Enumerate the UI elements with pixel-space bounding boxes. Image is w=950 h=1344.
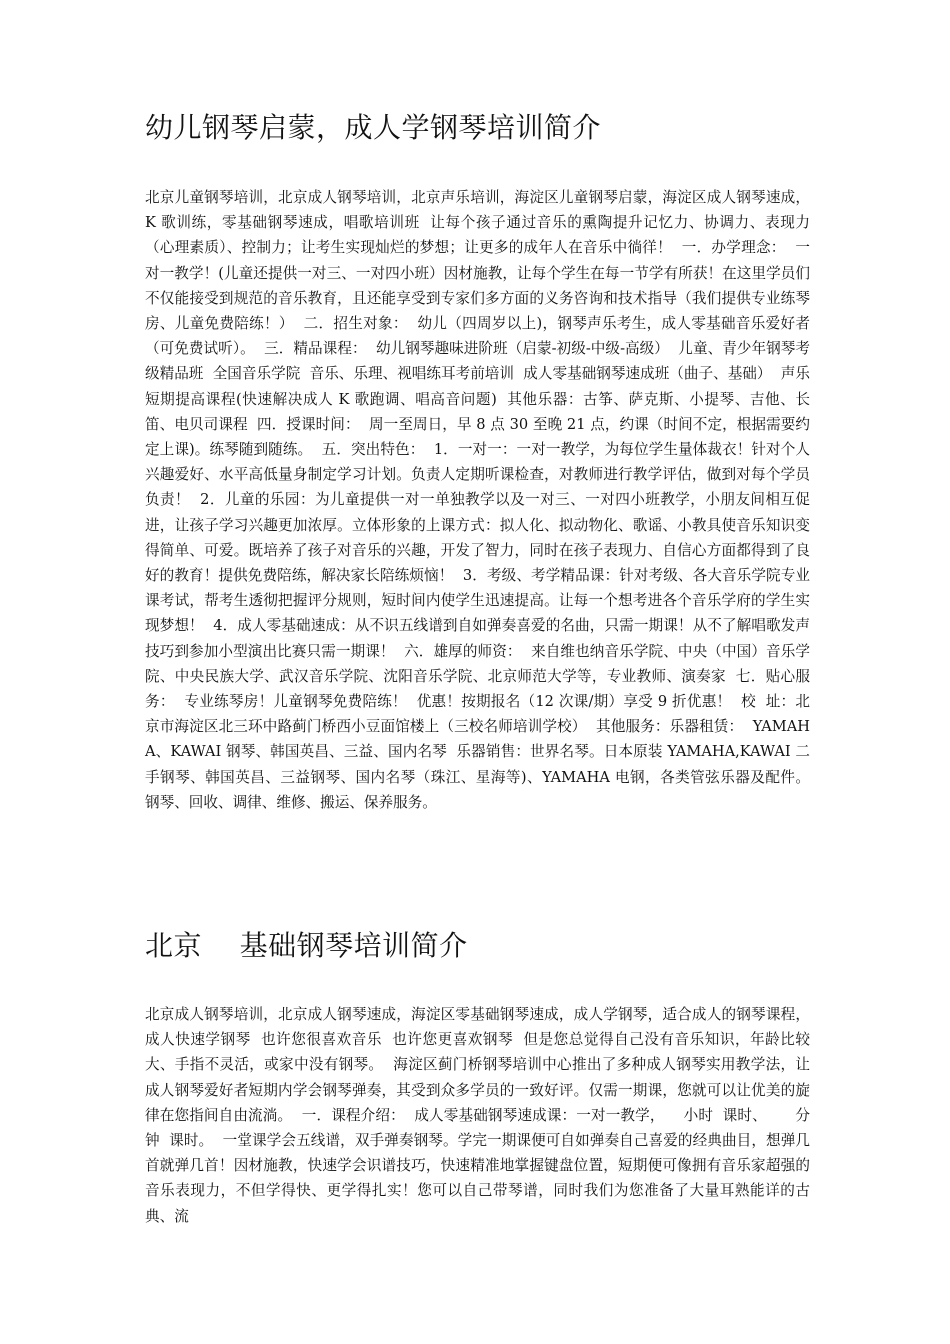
section-body-beijing-basic-piano: 北京成人钢琴培训，北京成人钢琴速成，海淀区零基础钢琴速成，成人学钢琴，适合成人的钢琴课程，成人快速学钢琴 也许您很喜欢音乐 也许您更喜欢钢琴 但是您总觉得自己没有音乐知识，年龄比较大、手指不灵活，或家中没有钢琴。 海淀区蓟门桥钢琴培训中心推出了多种成人钢琴实用教学法，让成人钢琴爱好者短期内学会钢琴弹奏，其受到众多学员的一致好评。仅需一期课，您就可以让优美的旋律在您指间自由流淌。 一．课程介绍： 成人零基础钢琴速成课：一对一教学， 小时 课时、 分钟 课时。 一堂课学会五线谱，双手弹奏钢琴。学完一期课便可自如弹奏自己喜爱的经典曲目，想弹几首就弹几首！因材施教，快速学会识谱技巧，快速精准地掌握键盘位置，短期便可像拥有音乐家超强的音乐表现力，不但学得快、更学得扎实！您可以自己带琴谱，同时我们为您准备了大量耳熟能详的古典、流 — [145, 1006, 810, 1225]
section-body-childrens-adult-piano: 北京儿童钢琴培训，北京成人钢琴培训，北京声乐培训，海淀区儿童钢琴启蒙，海淀区成人钢琴速成，K 歌训练，零基础钢琴速成，唱歌培训班 让每个孩子通过音乐的熏陶提升记忆力、协调力、表现力（心理素质）、控制力；让考生实现灿烂的梦想；让更多的成年人在音乐中徜徉！ 一．办学理念： 一对一教学！(儿童还提供一对三、一对四小班）因材施教，让每个学生在每一节学有所获！在这里学员们不仅能接受到规范的音乐教育，且还能享受到专家们多方面的义务咨询和技术指导（我们提供专业练琴房、儿童免费陪练！） 二．招生对象： 幼儿（四周岁以上)，钢琴声乐考生，成人零基础音乐爱好者（可免费试听）。 三．精品课程： 幼儿钢琴趣味进阶班（启蒙-初级-中级-高级） 儿童、青少年钢琴考级精品班 全国音乐学院 音乐、乐理、视唱练耳考前培训 成人零基础钢琴速成班（曲子、基础） 声乐短期提高课程(快速解决成人 K 歌跑调、唱高音问题) 其他乐器：古筝、萨克斯、小提琴、吉他、长笛、电贝司课程 四．授课时间： 周一至周日，早 8 点 30 至晚 21 点，约课（时间不定，根据需要约定上课)。练琴随到随练。 五．突出特色： 1．一对一：一对一教学，为每位学生量体裁衣！针对个人兴趣爱好、水平高低量身制定学习计划。负责人定期听课检查，对教师进行教学评估，做到对每个学员负责！ 2．儿童的乐园：为儿童提供一对一单独教学以及一对三、一对四小班教学，小朋友间相互促进，让孩子学习兴趣更加浓厚。立体形象的上课方式：拟人化、拟动物化、歌谣、小教具使音乐知识变得简单、可爱。既培养了孩子对音乐的兴趣，开发了智力，同时在孩子表现力、自信心方面都得到了良好的教育！提供免费陪练，解决家长陪练烦恼！ 3．考级、考学精品课：针对考级、各大音乐学院专业课考试，帮考生透彻把握评分规则，短时间内使学生迅速提高。让每一个想考进各个音乐学府的学生实现梦想！ 4．成人零基础速成：从不识五线谱到自如弹奏喜爱的名曲，只需一期课！从不了解唱歌发声技巧到参加小型演出比赛只需一期课！ 六．雄厚的师资： 来自维也纳音乐学院、中央（中国）音乐学院、中央民族大学、武汉音乐学院、沈阳音乐学院、北京师范大学等，专业教师、演奏家 七．贴心服务： 专业练琴房！儿童钢琴免费陪练！ 优惠！按期报名（12 次课/期）享受 9 折优惠！ 校 址：北京市海淀区北三环中路蓟门桥西小豆面馆楼上（三校名师培训学校） 其他服务：乐器租赁： YAMAHA、KAWAI 钢琴、韩国英昌、三益、国内名琴 乐器销售：世界名琴。日本原装 YAMAHA,KAWAI 二手钢琴、韩国英昌、三益钢琴、国内名琴（珠江、星海等)、YAMAHA 电钢，各类管弦乐器及配件。 钢琴、回收、调律、维修、搬运、保养服务。 — [145, 189, 820, 811]
section-title-childrens-adult-piano: 幼儿钢琴启蒙，成人学钢琴培训简介 — [145, 111, 602, 144]
section-title-beijing-basic-piano: 北京 基础钢琴培训简介 — [145, 929, 468, 962]
